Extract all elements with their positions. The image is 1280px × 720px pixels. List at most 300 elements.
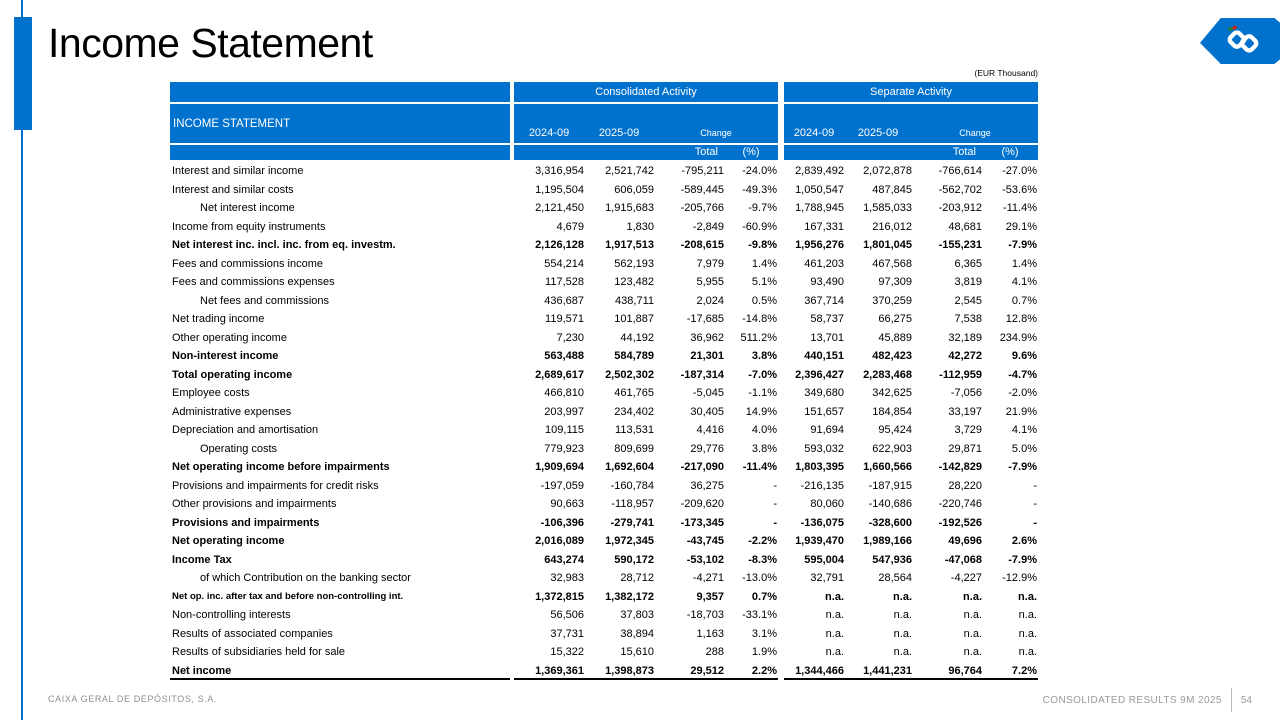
- value-cell: 29,871: [948, 442, 982, 455]
- table-row: [170, 273, 1038, 292]
- separate-periods: [784, 104, 1038, 143]
- value-cell: 1,803,395: [795, 461, 844, 473]
- value-cell: -562,702: [938, 183, 982, 196]
- corner-blank: [170, 82, 510, 102]
- table-row: [170, 514, 1038, 533]
- value-cell: 547,936: [872, 553, 912, 566]
- value-cell: 2,024: [696, 294, 724, 307]
- value-cell: 48,681: [948, 220, 982, 233]
- separate-values: [784, 292, 1038, 311]
- value-cell: 2,072,878: [863, 165, 912, 177]
- value-cell: n.a.: [963, 609, 982, 621]
- table-row: [170, 532, 1038, 551]
- footer-report-title: CONSOLIDATED RESULTS 9M 2025: [1042, 694, 1222, 706]
- value-cell: n.a.: [963, 627, 982, 640]
- value-cell: -49.3%: [742, 183, 777, 196]
- value-cell: -217,090: [680, 461, 724, 473]
- value-cell: 1,989,166: [863, 535, 912, 547]
- row-label: Results of subsidiaries held for sale: [172, 646, 346, 658]
- separate-values: [784, 625, 1038, 644]
- row-label: Other provisions and impairments: [172, 498, 337, 510]
- value-cell: 32,983: [550, 572, 584, 584]
- value-cell: -2,849: [692, 220, 724, 233]
- consolidated-values: [514, 310, 778, 329]
- value-cell: 32,189: [948, 331, 982, 344]
- row-label: Administrative expenses: [172, 405, 292, 418]
- value-cell: n.a.: [1018, 590, 1037, 603]
- consolidated-values: [514, 662, 778, 681]
- col-percent: (%): [1001, 146, 1019, 158]
- value-cell: -43,745: [686, 535, 724, 547]
- value-cell: 45,889: [878, 331, 912, 344]
- value-cell: -203,912: [938, 202, 982, 214]
- value-cell: -173,345: [680, 516, 724, 529]
- value-cell: -12.9%: [1002, 572, 1037, 584]
- value-cell: 1.9%: [751, 646, 777, 658]
- separate-values: [784, 384, 1038, 403]
- value-cell: 95,424: [878, 424, 912, 436]
- separate-values: [784, 495, 1038, 514]
- value-cell: 1.4%: [1011, 257, 1037, 270]
- consolidated-subheaders: [514, 145, 778, 160]
- table-body: [170, 162, 1038, 680]
- value-cell: 21.9%: [1005, 405, 1037, 418]
- value-cell: -: [773, 498, 777, 510]
- table-row: [170, 292, 1038, 311]
- table-row: [170, 310, 1038, 329]
- value-cell: 593,032: [804, 442, 844, 455]
- value-cell: 3,316,954: [535, 165, 584, 177]
- value-cell: n.a.: [825, 609, 844, 621]
- value-cell: 2,283,468: [863, 368, 912, 381]
- value-cell: 1,939,470: [795, 535, 844, 547]
- value-cell: 234.9%: [999, 331, 1037, 344]
- value-cell: 3.8%: [751, 442, 777, 455]
- value-cell: -: [1033, 516, 1037, 529]
- separate-values: [784, 477, 1038, 496]
- value-cell: 367,714: [804, 294, 844, 307]
- consolidated-values: [514, 551, 778, 570]
- value-cell: -53,102: [686, 553, 724, 566]
- cgd-logo: [1200, 18, 1280, 64]
- table-row: [170, 569, 1038, 588]
- row-label: of which Contribution on the banking sector: [200, 572, 411, 584]
- row-label: Other operating income: [172, 331, 287, 344]
- value-cell: 9.6%: [1011, 350, 1037, 362]
- value-cell: -328,600: [868, 516, 912, 529]
- value-cell: 119,571: [545, 313, 584, 325]
- value-cell: -155,231: [938, 239, 982, 251]
- table-period-header-row: [170, 104, 1038, 143]
- col-total: Total: [952, 146, 976, 158]
- value-cell: 2,502,302: [605, 368, 654, 381]
- value-cell: 91,694: [810, 424, 844, 436]
- value-cell: -53.6%: [1002, 183, 1037, 196]
- value-cell: 7,230: [556, 331, 584, 344]
- footer-company-name: CAIXA GERAL DE DEPÓSITOS, S.A.: [48, 694, 218, 704]
- table-row: [170, 403, 1038, 422]
- value-cell: 7.2%: [1011, 664, 1037, 677]
- value-cell: n.a.: [963, 646, 982, 658]
- consolidated-values: [514, 458, 778, 477]
- value-cell: -: [773, 479, 777, 492]
- table-row: [170, 440, 1038, 459]
- row-label: Operating costs: [200, 442, 278, 455]
- consolidated-values: [514, 218, 778, 237]
- row-label: Results of associated companies: [172, 627, 333, 640]
- value-cell: 28,220: [948, 479, 982, 492]
- value-cell: -4,227: [950, 572, 982, 584]
- value-cell: 37,731: [550, 627, 584, 640]
- value-cell: 1,660,566: [863, 461, 912, 473]
- value-cell: 1,344,466: [795, 664, 844, 677]
- value-cell: 349,680: [804, 387, 844, 399]
- separate-subheaders: [784, 145, 1038, 160]
- value-cell: 1,050,547: [795, 183, 844, 196]
- value-cell: 3.1%: [751, 627, 777, 640]
- unit-note: (EUR Thousand): [974, 68, 1038, 78]
- value-cell: 1,195,504: [535, 183, 584, 196]
- value-cell: 4,679: [556, 220, 584, 233]
- row-label: Net interest income: [200, 202, 295, 214]
- separate-values: [784, 662, 1038, 681]
- value-cell: 5,955: [696, 276, 724, 288]
- row-label: Employee costs: [172, 387, 250, 399]
- value-cell: 4.1%: [1011, 276, 1037, 288]
- value-cell: -187,314: [680, 368, 724, 381]
- value-cell: 1,909,694: [535, 461, 584, 473]
- value-cell: 2,121,450: [535, 202, 584, 214]
- row-label: Net trading income: [172, 313, 265, 325]
- value-cell: -9.7%: [748, 202, 777, 214]
- value-cell: 370,259: [872, 294, 912, 307]
- consolidated-values: [514, 495, 778, 514]
- value-cell: -140,686: [868, 498, 912, 510]
- value-cell: -4,271: [692, 572, 724, 584]
- value-cell: 2,521,742: [605, 165, 654, 177]
- value-cell: 1,830: [626, 220, 654, 233]
- value-cell: -8.3%: [748, 553, 777, 566]
- value-cell: 101,887: [614, 313, 654, 325]
- value-cell: -7,056: [950, 387, 982, 399]
- value-cell: 2,545: [954, 294, 982, 307]
- value-cell: 461,203: [804, 257, 844, 270]
- table-row: [170, 199, 1038, 218]
- separate-values: [784, 199, 1038, 218]
- consolidated-values: [514, 477, 778, 496]
- value-cell: -118,957: [611, 498, 654, 510]
- row-label: Fees and commissions expenses: [172, 276, 335, 288]
- value-cell: -7.9%: [1008, 239, 1037, 251]
- value-cell: -209,620: [680, 498, 724, 510]
- separate-values: [784, 310, 1038, 329]
- separate-values: [784, 643, 1038, 662]
- value-cell: 1.4%: [751, 257, 777, 270]
- separate-values: [784, 569, 1038, 588]
- consolidated-values: [514, 421, 778, 440]
- value-cell: 1,915,683: [605, 202, 654, 214]
- table-row: [170, 329, 1038, 348]
- value-cell: 1,585,033: [863, 202, 912, 214]
- consolidated-values: [514, 329, 778, 348]
- value-cell: 2,016,089: [535, 535, 584, 547]
- consolidated-values: [514, 384, 778, 403]
- value-cell: 66,275: [878, 313, 912, 325]
- table-row: [170, 218, 1038, 237]
- value-cell: -106,396: [540, 516, 584, 529]
- value-cell: n.a.: [1018, 627, 1037, 640]
- table-row: [170, 458, 1038, 477]
- row-label: Income from equity instruments: [172, 220, 326, 233]
- value-cell: 15,610: [620, 646, 654, 658]
- consolidated-values: [514, 403, 778, 422]
- separate-values: [784, 329, 1038, 348]
- value-cell: 151,657: [804, 405, 844, 418]
- row-label: Non-controlling interests: [172, 609, 291, 621]
- value-cell: n.a.: [825, 590, 844, 603]
- table-row: [170, 625, 1038, 644]
- row-label: Fees and commissions income: [172, 257, 324, 270]
- separate-values: [784, 606, 1038, 625]
- value-cell: 4.1%: [1011, 424, 1037, 436]
- value-cell: 2.2%: [751, 664, 777, 677]
- table-row: [170, 366, 1038, 385]
- row-label: Total operating income: [172, 368, 293, 381]
- value-cell: -9.8%: [748, 239, 777, 251]
- value-cell: 809,699: [614, 442, 654, 455]
- table-row: [170, 162, 1038, 181]
- value-cell: -: [1033, 498, 1037, 510]
- value-cell: 58,737: [810, 313, 844, 325]
- value-cell: -11.4%: [1002, 202, 1037, 214]
- value-cell: n.a.: [893, 646, 912, 658]
- value-cell: 438,711: [615, 294, 654, 307]
- value-cell: -220,746: [938, 498, 982, 510]
- value-cell: n.a.: [893, 627, 912, 640]
- value-cell: n.a.: [825, 646, 844, 658]
- value-cell: 3,819: [954, 276, 982, 288]
- value-cell: 1,369,361: [535, 664, 584, 677]
- value-cell: 1,372,815: [535, 590, 584, 603]
- income-statement-table: [170, 82, 1038, 680]
- value-cell: 584,789: [614, 350, 654, 362]
- value-cell: 36,962: [690, 331, 724, 344]
- value-cell: 595,004: [804, 553, 844, 566]
- value-cell: -766,614: [938, 165, 982, 177]
- value-cell: 113,531: [615, 424, 654, 436]
- col-total: Total: [694, 146, 718, 158]
- page-title: Income Statement: [48, 20, 373, 66]
- portugal-flag-icon: [1228, 25, 1237, 31]
- group-header-consolidated: Consolidated Activity: [514, 82, 778, 102]
- separate-values: [784, 347, 1038, 366]
- value-cell: 117,528: [545, 276, 584, 288]
- value-cell: 461,765: [614, 387, 654, 399]
- separate-values: [784, 218, 1038, 237]
- value-cell: 779,923: [544, 442, 584, 455]
- value-cell: 1,441,231: [863, 664, 912, 677]
- value-cell: -13.0%: [742, 572, 777, 584]
- value-cell: 590,172: [614, 553, 654, 566]
- value-cell: -4.7%: [1008, 368, 1037, 381]
- value-cell: n.a.: [1018, 609, 1037, 621]
- value-cell: 4,416: [696, 424, 724, 436]
- value-cell: 29,512: [690, 664, 724, 677]
- value-cell: 1,917,513: [605, 239, 654, 251]
- value-cell: 1,972,345: [605, 535, 654, 547]
- table-row: [170, 255, 1038, 274]
- cgd-chain-icon: [1224, 25, 1262, 57]
- value-cell: n.a.: [893, 609, 912, 621]
- value-cell: -160,784: [610, 479, 654, 492]
- value-cell: 1,398,873: [605, 664, 654, 677]
- consolidated-values: [514, 347, 778, 366]
- separate-values: [784, 403, 1038, 422]
- row-label: Income Tax: [172, 553, 232, 566]
- value-cell: 5.0%: [1011, 442, 1037, 455]
- separate-values: [784, 255, 1038, 274]
- value-cell: -47,068: [944, 553, 982, 566]
- value-cell: 606,059: [614, 183, 654, 196]
- footer-divider: [1231, 688, 1232, 712]
- value-cell: n.a.: [825, 627, 844, 640]
- separate-values: [784, 273, 1038, 292]
- group-header-separate: Separate Activity: [784, 82, 1038, 102]
- separate-values: [784, 458, 1038, 477]
- row-label: Net fees and commissions: [200, 294, 329, 307]
- value-cell: -24.0%: [742, 165, 777, 177]
- value-cell: -205,766: [680, 202, 724, 214]
- value-cell: 482,423: [872, 350, 912, 362]
- col-percent: (%): [742, 146, 760, 158]
- separate-values: [784, 440, 1038, 459]
- row-label: Provisions and impairments: [172, 516, 320, 529]
- value-cell: 1,163: [696, 627, 724, 640]
- row-label: Net operating income: [172, 535, 285, 547]
- value-cell: -18,703: [686, 609, 724, 621]
- value-cell: 28,564: [878, 572, 912, 584]
- table-row: [170, 236, 1038, 255]
- value-cell: 96,764: [948, 664, 982, 677]
- value-cell: -136,075: [800, 516, 844, 529]
- table-row: [170, 551, 1038, 570]
- separate-values: [784, 162, 1038, 181]
- value-cell: -27.0%: [1002, 165, 1037, 177]
- consolidated-values: [514, 514, 778, 533]
- col-2025-09: 2025-09: [857, 127, 899, 139]
- value-cell: -7.9%: [1008, 461, 1037, 473]
- value-cell: 2,396,427: [795, 368, 844, 381]
- value-cell: 184,854: [872, 405, 912, 418]
- value-cell: n.a.: [1018, 646, 1037, 658]
- row-label: Interest and similar income: [172, 165, 304, 177]
- value-cell: 42,272: [948, 350, 982, 362]
- value-cell: 216,012: [872, 220, 912, 233]
- value-cell: 13,701: [810, 331, 844, 344]
- table-group-header-row: [170, 82, 1038, 102]
- value-cell: 49,696: [948, 535, 982, 547]
- value-cell: -: [773, 516, 777, 529]
- separate-values: [784, 514, 1038, 533]
- value-cell: 4.0%: [751, 424, 777, 436]
- value-cell: 97,309: [878, 276, 912, 288]
- value-cell: 2,689,617: [535, 368, 584, 381]
- col-change: Change: [700, 128, 732, 138]
- value-cell: -197,059: [540, 479, 584, 492]
- value-cell: -187,915: [868, 479, 912, 492]
- consolidated-values: [514, 292, 778, 311]
- value-cell: 342,625: [872, 387, 912, 399]
- value-cell: 563,488: [544, 350, 584, 362]
- consolidated-values: [514, 255, 778, 274]
- footer-right: [1043, 688, 1252, 712]
- consolidated-periods: [514, 104, 778, 143]
- value-cell: 436,687: [544, 294, 584, 307]
- value-cell: 643,274: [544, 553, 584, 566]
- col-2025-09: 2025-09: [598, 127, 640, 139]
- value-cell: 80,060: [810, 498, 844, 510]
- value-cell: 30,405: [690, 405, 724, 418]
- col-2024-09: 2024-09: [793, 127, 835, 139]
- value-cell: -142,829: [938, 461, 982, 473]
- value-cell: 622,903: [872, 442, 912, 455]
- value-cell: 93,490: [810, 276, 844, 288]
- value-cell: 44,192: [620, 331, 654, 344]
- value-cell: -279,741: [610, 516, 654, 529]
- value-cell: -33.1%: [742, 609, 777, 621]
- value-cell: 29,776: [690, 442, 724, 455]
- value-cell: -112,959: [939, 368, 982, 381]
- value-cell: 6,365: [954, 257, 982, 270]
- value-cell: 203,997: [544, 405, 584, 418]
- value-cell: 33,197: [948, 405, 982, 418]
- value-cell: 0.7%: [1011, 294, 1037, 307]
- page-number: 54: [1240, 694, 1252, 706]
- value-cell: n.a.: [963, 590, 982, 603]
- value-cell: 123,482: [614, 276, 654, 288]
- value-cell: -: [1033, 479, 1037, 492]
- row-label: Net operating income before impairments: [172, 461, 390, 473]
- value-cell: -7.9%: [1008, 553, 1037, 566]
- value-cell: -1.1%: [748, 387, 777, 399]
- table-row: [170, 347, 1038, 366]
- value-cell: -11.4%: [742, 461, 777, 473]
- table-row: [170, 643, 1038, 662]
- table-row: [170, 588, 1038, 607]
- value-cell: 487,845: [872, 183, 912, 196]
- value-cell: 288: [705, 646, 724, 658]
- consolidated-values: [514, 162, 778, 181]
- value-cell: -589,445: [680, 183, 724, 196]
- separate-values: [784, 181, 1038, 200]
- consolidated-values: [514, 606, 778, 625]
- value-cell: 467,568: [872, 257, 912, 270]
- value-cell: 56,506: [550, 609, 584, 621]
- value-cell: 1,801,045: [863, 239, 912, 251]
- value-cell: 562,193: [614, 257, 654, 270]
- value-cell: 14.9%: [745, 405, 777, 418]
- value-cell: 109,115: [545, 424, 584, 436]
- consolidated-values: [514, 273, 778, 292]
- table-row: [170, 384, 1038, 403]
- value-cell: 21,301: [690, 350, 724, 362]
- value-cell: 90,663: [550, 498, 584, 510]
- table-row: [170, 495, 1038, 514]
- separate-values: [784, 532, 1038, 551]
- value-cell: 29.1%: [1005, 220, 1037, 233]
- consolidated-values: [514, 366, 778, 385]
- value-cell: 2,126,128: [535, 239, 584, 251]
